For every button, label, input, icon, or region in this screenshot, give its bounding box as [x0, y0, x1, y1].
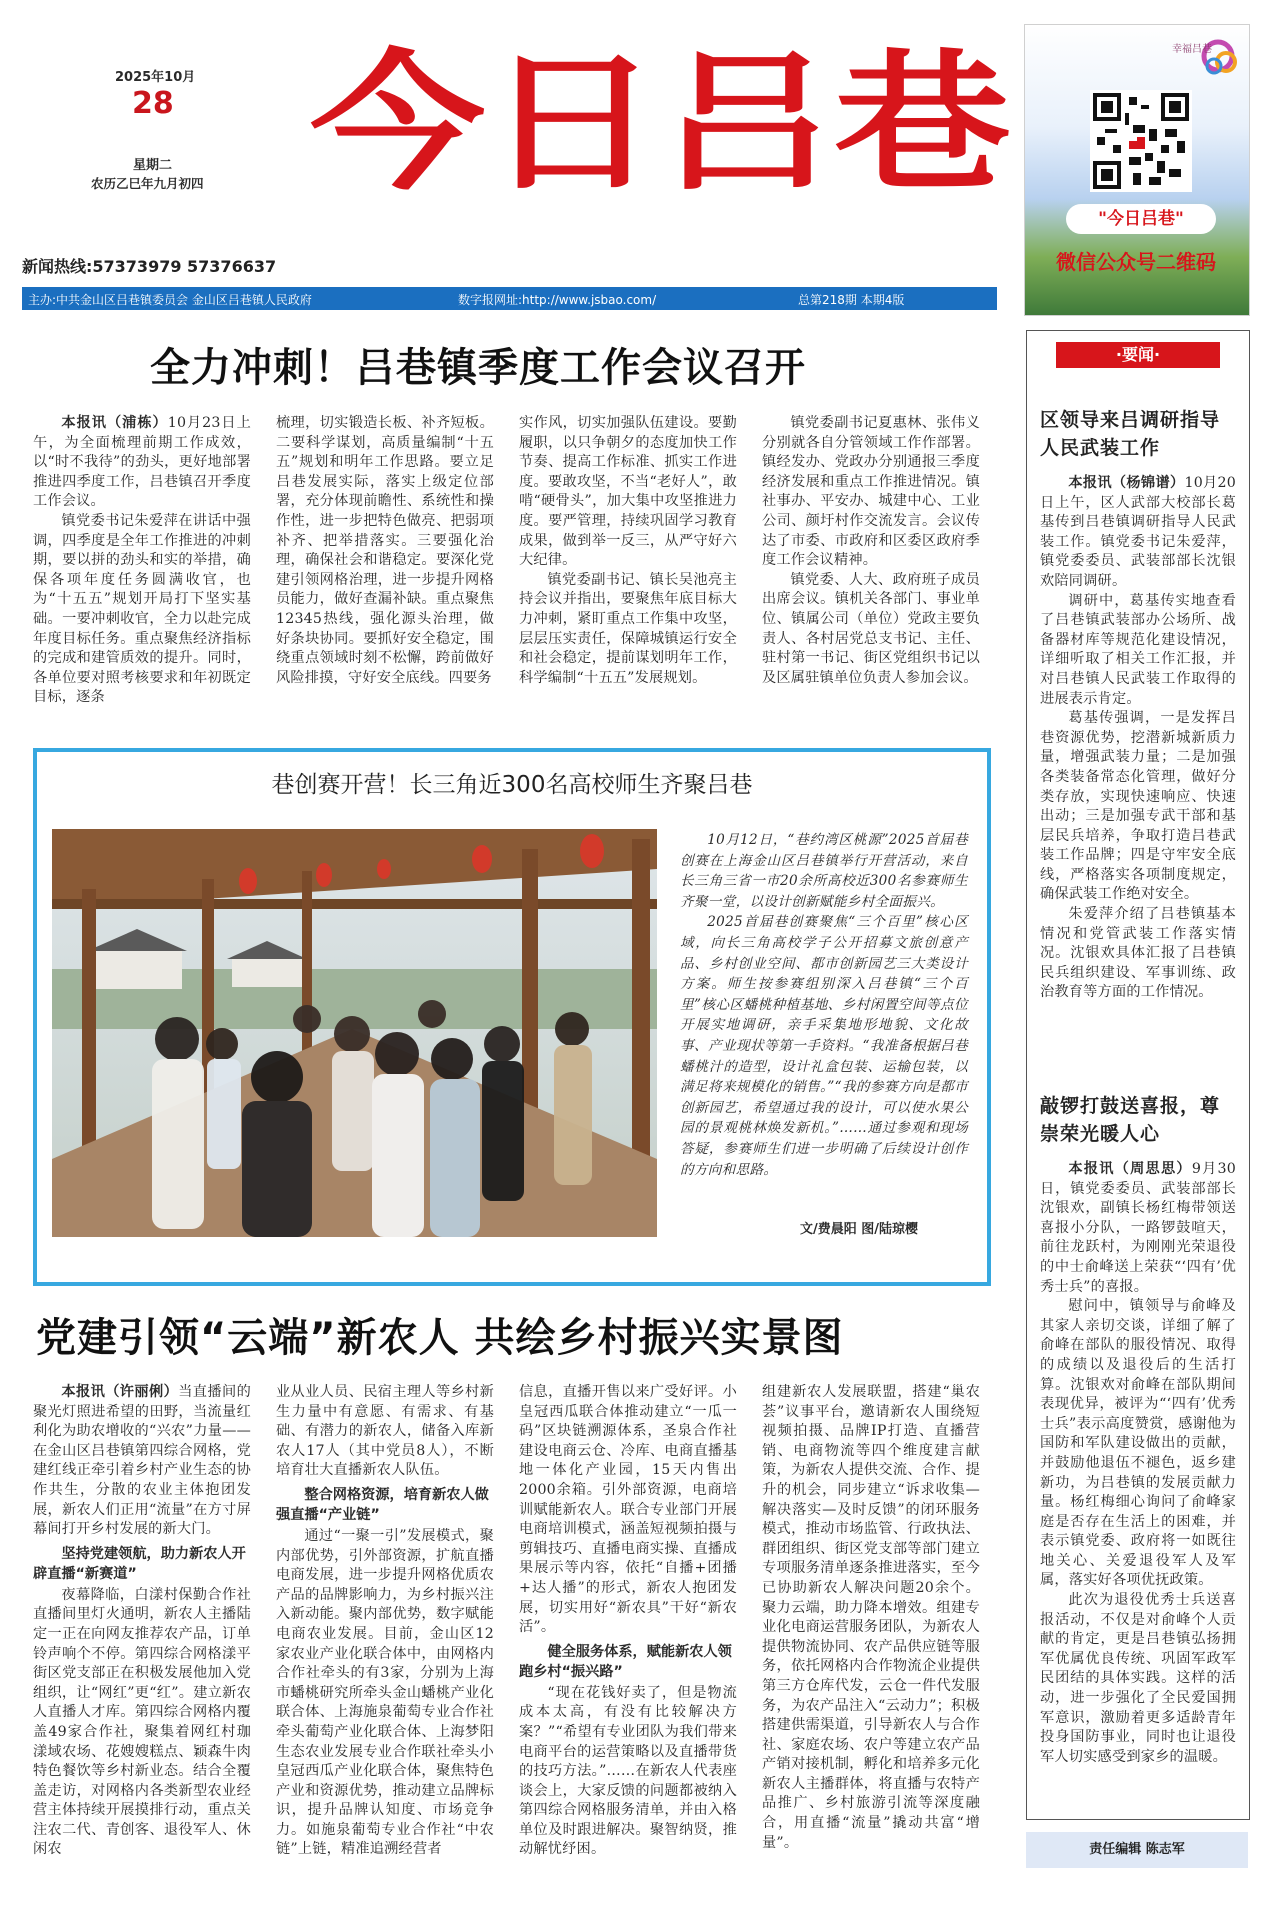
byline: 本报讯（浦栋）	[61, 415, 168, 431]
sidebar-news2	[1040, 1092, 1236, 1767]
article2-col1	[33, 1383, 251, 1860]
info-bar	[22, 287, 997, 310]
sidebar-para: 调研中，葛基传实地查看了吕巷镇武装部办公场所、战备器材库等规范化建设情况，详细听取了相关工作汇报，并对吕巷镇人民武装工作取得的进展表示肯定。	[1040, 592, 1236, 707]
logo-text: 幸福吕巷	[1172, 44, 1212, 55]
feature-title: 巷创赛开营！长三角近300名高校师生齐聚吕巷	[271, 772, 753, 798]
wechat-qr-code[interactable]	[1090, 90, 1192, 192]
editor-credit: 责任编辑 陈志军	[1026, 1832, 1248, 1868]
date-lunar: 农历乙巳年九月初四	[91, 176, 204, 191]
sidebar-para: 此次为退役优秀士兵送喜报活动，不仅是对俞峰个人贡献的肯定，更是吕巷镇弘扬拥军优属优良传统、巩固军政军民团结的具体实践。这样的活动，进一步强化了全民爱国拥军意识，激励着更多适龄青年投身国防事业，同时也让退役军人切实感受到家乡的温暖。	[1040, 1592, 1236, 1765]
date-day: 28	[132, 86, 174, 121]
article2-para: 夜幕降临，白漾村保勤合作社直播间里灯火通明，新农人主播陆定一正在向网友推荐农产品，订单铃声响个不停。第四综合网格漾平街区党支部正在积极发展他加入党组织，让“网红”更“红”。建立新农人直播人才库。第四综合网格内覆盖49家合作社，聚集着网红村珈漾域农场、花嫂嫂糕点、颖森牛肉特色餐饮等乡村新业态。结合全覆盖走访，对网格内各类新型农业经营主体持续开展摸排行动，重点关注农二代、青创客、退役军人、休闲农	[33, 1586, 251, 1858]
sidebar-para: 本报讯（杨锦谱）10月20日上午，区人武部大校部长葛基传到吕巷镇调研指导人民武装工作。镇党委书记朱爱萍，镇党委委员、武装部部长沈银欢陪同调研。	[1040, 475, 1237, 589]
article1-col2	[276, 414, 494, 688]
masthead-text: 今日吕巷	[310, 40, 1010, 200]
sidebar-news2-title: 敲锣打鼓送喜报，尊崇荣光暖人心	[1040, 1095, 1221, 1145]
qr-caption: 微信公众号二维码	[1056, 250, 1216, 274]
feature-para: 10月12日，“巷约湾区桃源”2025首届巷创赛在上海金山区吕巷镇举行开营活动，来自长三角三省一市20余所高校近300名参赛师生齐聚一堂，以设计创新赋能乡村全面振兴。	[680, 832, 968, 910]
article1-para: 镇党委、人大、政府班子成员出席会议。镇机关各部门、事业单位、镇属公司（单位）党政主要负责人、各村居党总支书记、主任、驻村第一书记、街区党组织书记以及区属驻镇单位负责人参加会议。	[762, 571, 980, 686]
masthead-title	[300, 40, 1020, 200]
article1-col3	[519, 414, 737, 688]
article1-para: 镇党委书记朱爱萍在讲话中强调，四季度是全年工作推进的冲刺期，要以拼的劲头和实的举措，确保各项年度任务圆满收官，也为“十五五”规划开局打下坚实基础。一要冲刺收官，全力以赴完成年度目标任务。重点聚焦经济指标的完成和建管质效的提升。同时，各单位要对照考核要求和年初既定目标，逐条	[33, 512, 251, 706]
town-logo	[1168, 32, 1240, 82]
article1-col1	[33, 414, 251, 708]
article1-para: 镇党委副书记、镇长吴池亮主持会议并指出，要聚焦年底目标大力冲刺，紧盯重点工作集中攻坚，层层压实责任，保障城镇运行安全和社会稳定，提前谋划明年工作，科学编制“十五五”发展规划。	[519, 571, 737, 686]
article2-para: 信息，直播开售以来广受好评。小皇冠西瓜联合体推动建立“一瓜一码”区块链溯源体系，圣泉合作社建设电商云仓、冷库、电商直播基地一体化产业园，15天内售出2000余箱。引外部资源，电商培训赋能新农人。联合专业部门开展电商培训模式，涵盖短视频拍摄与剪辑技巧、直播电商实操、直播成果展示等内容，依托“自播+团播+达人播”的形式，新农人抱团发展，切实用好“新农具”干好“新农活”。	[519, 1384, 737, 1636]
article2-para: 组建新农人发展联盟，搭建“巢农荟”议事平台，邀请新农人围绕短视频拍摄、品牌IP打造、直播营销、电商物流等四个维度建言献策，为新农人提供交流、合作、提升的机会，同步建立“诉求收集—解决落实—及时反馈”的闭环服务模式，推动市场监管、行政执法、群团组织、街区党支部等部门建立专项服务清单逐条推进落实，至今已协助新农人解决问题20余个。聚力云端，助力降本增效。组建专业化电商运营服务团队，为新农人提供物流协同、农产品供应链等服务，依托网格内合作物流企业提供第三方仓库代发，云仓一件代发服务，为农产品注入“云动力”；积极搭建供需渠道，引导新农人与合作社、家庭农场、农户等建立农产品产销对接机制，孵化和培养多元化新农人主播群体，将直播与农特产品推广、乡村旅游引流等深度融合，用直播“流量”撬动共富“增量”。	[762, 1384, 980, 1851]
article2-para: 通过“一聚一引”发展模式，聚内部优势，引外部资源，扩航直播电商发展，进一步提升网格优质农产品的品牌影响力，为乡村振兴注入新动能。聚内部优势，数字赋能电商农业发展。目前，金山区12家农业产业化联合体中，由网格内合作社牵头的有3家，分别为上海市蟠桃研究所牵头金山蟠桃产业化联合体、上海施泉葡萄专业合作社牵头葡萄产业化联合体、上海梦阳生态农业发展专业合作联社牵头小皇冠西瓜产业化联合体，聚焦特色产业和资源优势，推动建立品牌标识，提升品牌认知度、市场竞争力。如施泉葡萄专业合作社“中农链”上链，精准追溯经营者	[276, 1527, 494, 1858]
article2-col2	[276, 1383, 494, 1860]
feature-credit: 文/费晨阳 图/陆琼樱	[800, 1222, 919, 1237]
sidebar-para: 朱爱萍介绍了吕巷镇基本情况和党管武装工作落实情况。沈银欢具体汇报了吕巷镇民兵组织建设、军事训练、政治教育等方面的工作情况。	[1040, 906, 1236, 1001]
date-weekday: 星期二	[133, 158, 173, 173]
article1-para: 本报讯（浦栋）10月23日上午，为全面梳理前期工作成效，以“时不我待”的劲头，更好地部署推进四季度工作，吕巷镇召开季度工作会议。	[33, 415, 251, 510]
news-hotline: 新闻热线:57373979 57376637	[22, 257, 277, 276]
byline: 本报讯（杨锦谱）	[1068, 475, 1185, 491]
article1-para: 镇党委副书记夏惠林、张伟义分别就各自分管领域工作作部署。镇经发办、党政办分别通报三季度经济发展和重点工作推进情况。镇社事办、平安办、城建中心、工业公司、颜圩村作交流发言。会议传达了市委、市政府和区委区政府季度工作会议精神。	[762, 415, 980, 569]
sidebar-news1-title: 区领导来吕调研指导人民武装工作	[1040, 409, 1221, 459]
article1-para: 梳理，切实锻造长板、补齐短板。二要科学谋划，高质量编制“十五五”规划和明年工作思路。要立足吕巷发展实际，落实上级定位部署，充分体现前瞻性、系统性和操作性，进一步把特色做亮、把弱项补齐、把举措落实。三要强化治理，确保社会和谐稳定。要深化党建引领网格治理，进一步提升网格员能力，做好查漏补缺。重点聚焦12345热线，强化源头治理，做好条块协同。要抓好安全稳定，围绕重点领域时刻不松懈，跨前做好风险排摸，守好安全底线。四要务	[276, 415, 494, 686]
host-info: 主办:中共金山区吕巷镇委员会 金山区吕巷镇人民政府	[28, 293, 312, 307]
sidebar-para: 本报讯（周思思）9月30日，镇党委委员、武装部部长沈银欢，副镇长杨红梅带领送喜报小分队，一路锣鼓喧天，前往龙跃村，为刚刚光荣退役的中士俞峰送上荣获“‘四有’优秀士兵”的喜报。	[1040, 1161, 1236, 1295]
sidebar-para: 慰问中，镇领导与俞峰及其家人亲切交谈，详细了解了俞峰在部队的服役情况、取得的成绩以及退役后的生活打算。沈银欢对俞峰在部队期间表现优异，被评为“‘四有’优秀士兵”表示高度赞赏，感谢他为国防和军队建设做出的贡献，并鼓励他退伍不褪色，返乡建新功，为吕巷镇的发展贡献力量。杨红梅细心询问了俞峰家庭是否存在生活上的困难，并表示镇党委、政府将一如既往地关心、关爱退役军人及军属，落实好各项优抚政策。	[1040, 1298, 1236, 1589]
article2-col4	[762, 1383, 980, 1853]
article2-para: 业从业人员、民宿主理人等乡村新生力量中有意愿、有需求、有基础、有潜力的新农人，储备入库新农人17人（其中党员8人），不断培育壮大直播新农人队伍。	[276, 1384, 494, 1479]
article1-col4	[762, 414, 980, 688]
article2-para: “现在花钱好卖了，但是物流成本太高，有没有比较解决方案？”“希望有专业团队为我们带来电商平台的运营策略以及直播带货的技巧方法。”……在新农人代表座谈会上，大家反馈的问题都被纳入第四综合网格服务清单，并由入格单位及时跟进解决。聚智纳贤，推动解忧纾困。	[519, 1684, 737, 1858]
article1-para: 实作风，切实加强队伍建设。要勤履职，以只争朝夕的态度加快工作节奏、提高工作标准、抓实工作进度。要敢攻坚，不当“老好人”，敢啃“硬骨头”，加大集中攻坚推进力度。要严管理，持续巩固学习教育成果，做到举一反三，从严守好六大纪律。	[519, 415, 737, 569]
feature-photo	[52, 829, 657, 1237]
sidebar-news1	[1040, 406, 1236, 1003]
article2-subhead: 坚持党建领航，助力新农人开辟直播“新赛道”	[33, 1545, 246, 1582]
article2-col3	[519, 1383, 737, 1860]
date-year-month: 2025年10月	[115, 70, 196, 85]
byline: 本报讯（周思思）	[1068, 1161, 1192, 1177]
qr-label: "今日吕巷"	[1066, 204, 1216, 234]
sidebar-para: 葛基传强调，一是发挥吕巷资源优势，挖潜新城新质力量，增强武装力量；二是加强各类装备常态化管理，做好分类存放，实现快速响应、快速出动；三是加强专武干部和基层民兵培养，争取打造吕巷武装工作品牌；四是守牢安全底线，严格落实各项制度规定，确保武装工作绝对安全。	[1040, 710, 1236, 903]
feature-para: 2025首届巷创赛聚焦“三个百里”核心区域，向长三角高校学子公开招募文旅创意产品、乡村创业空间、都市创新园艺三大类设计方案。师生按参赛组别深入吕巷镇“三个百里”核心区蟠桃种植基地、乡村闲置空间等点位开展实地调研，亲手采集地形地貌、文化故事、产业现状等第一手资料。“我准备根据吕巷蟠桃汁的造型，设计礼盒包装、运输包装，以满足将来规模化的销售。”“我的参赛方向是都市创新园艺，希望通过我的设计，可以使水果公园的景观桃林焕发新机。”……通过参观和现场答疑，参赛师生们进一步明确了后续设计创作的方向和思路。	[680, 914, 968, 1178]
article2-subhead: 整合网格资源，培育新农人做强直播“产业链”	[276, 1486, 489, 1523]
issue-number: 总第218期 本期4版	[798, 293, 905, 307]
feature-text	[680, 830, 968, 1180]
article1-headline: 全力冲刺！吕巷镇季度工作会议召开	[150, 345, 806, 391]
byline: 本报讯（许丽俐）	[61, 1384, 179, 1400]
article2-headline: 党建引领“云端”新农人 共绘乡村振兴实景图	[36, 1315, 844, 1361]
sidebar-tag: ·要闻·	[1056, 342, 1220, 368]
article2-subhead: 健全服务体系，赋能新农人领跑乡村“振兴路”	[519, 1643, 732, 1680]
article2-para: 本报讯（许丽俐）当直播间的聚光灯照进希望的田野，当流量红利化为助农增收的“兴农”力量——在金山区吕巷镇第四综合网格，党建红线正牵引着乡村产业生态的协作共生，分散的农业主体抱团发展，新农人们正用“流量”在方寸屏幕间打开乡村发展的新大门。	[33, 1384, 251, 1538]
website-link[interactable]: 数字报网址:http://www.jsbao.com/	[458, 293, 657, 307]
